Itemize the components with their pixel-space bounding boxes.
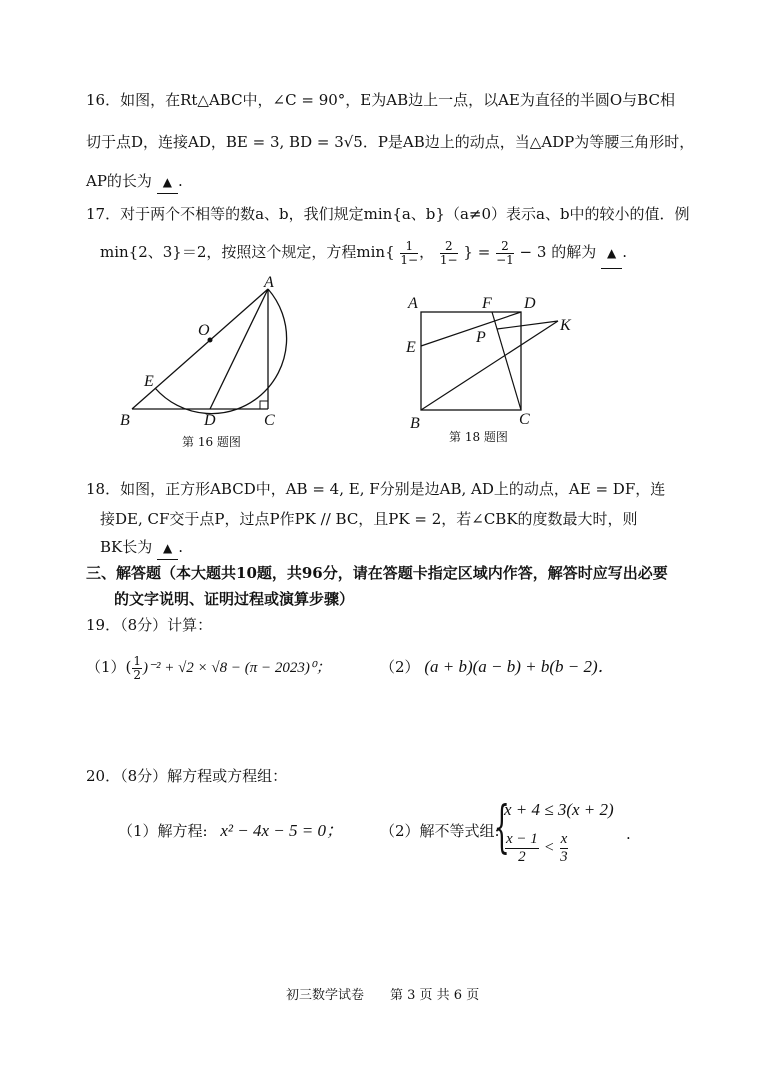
q19-part2-label: （2）: [380, 658, 420, 676]
fig16-label-b: B: [120, 412, 130, 429]
q16-answer-blank: ▲: [157, 171, 178, 194]
fig18-caption: 第 18 题图: [449, 430, 508, 444]
fig18-label-e: E: [406, 339, 416, 356]
q16-line2: 切于点D，连接AD，BE = 3, BD = 3√5．P是AB边上的动点，当△ADP为等腰三角形时，: [86, 133, 695, 151]
q16-line3: AP的长为 ▲ .: [86, 170, 183, 194]
fig16-label-o: O: [198, 322, 210, 339]
fig16-right-angle: [260, 401, 268, 409]
q20-part1: [118, 820, 343, 842]
fig16-label-a: A: [264, 275, 274, 291]
fig16-segment-ad: [210, 289, 268, 409]
q20-part1-label: （1）解方程:: [118, 822, 208, 840]
q17-text-a: min{2、3}＝2，按照这个规定，方程min{: [100, 243, 395, 261]
fig18-label-k: K: [560, 317, 571, 334]
q20-system-brace: {: [493, 795, 510, 860]
q19-part1-frac: $\frac{1}{2}$: [133, 653, 142, 682]
q19-part1: （1）( $\frac{1}{2}$ )⁻² + √2 × √8 − (π − 2023)⁰；: [86, 653, 331, 682]
figure-16: [110, 275, 310, 435]
q17-answer-blank: ▲: [601, 238, 622, 269]
q19-title: 19．（8分）计算：: [86, 616, 213, 634]
fig16-label-d: D: [204, 412, 216, 429]
q19-part2-expr: (a + b)(a − b) + b(b − 2)．: [424, 657, 615, 676]
fig18-segment-pk: [497, 321, 558, 329]
fig18-label-c: C: [519, 411, 530, 428]
q20-title: 20．（8分）解方程或方程组：: [86, 767, 288, 785]
section3-heading-line1: 三、解答题（本大题共10题，共96分，请在答题卡指定区域内作答，解答时应写出必要: [86, 564, 668, 582]
q20-ineq2-op: <: [543, 839, 555, 856]
fig16-side-ab: [132, 289, 268, 409]
figure-18: [400, 288, 580, 433]
section3-heading-line2: 的文字说明、证明过程或演算步骤）: [114, 590, 355, 608]
fig16-semicircle: [155, 289, 287, 414]
q18-answer-blank: ▲: [157, 537, 178, 560]
q17-text-c: − 3 的解为: [519, 243, 597, 261]
q16-line1: 16．如图，在Rt△ABC中，∠C = 90°，E为AB边上一点，以AE为直径的半圆O与BC相: [86, 91, 675, 109]
q20-ineq2-rhs: $\frac{x}{3}$: [560, 830, 568, 865]
fig18-label-p: P: [476, 329, 486, 346]
q18-line3: BK长为 ▲ .: [100, 536, 183, 560]
page-footer: 初三数学试卷 第 3 页 共 6 页: [286, 988, 480, 1003]
q20-part2-label: （2）解不等式组:: [380, 822, 500, 840]
q19-part1-expr: )⁻² + √2 × √8 − (π − 2023)⁰；: [143, 660, 331, 676]
fig18-segment-bk: [421, 321, 558, 410]
q16-answer-prefix: AP的长为: [86, 172, 152, 190]
fig18-label-f: F: [482, 295, 492, 312]
q17-frac-1: $\frac{1}{1-}$: [400, 238, 419, 267]
q17-text-b: } =: [463, 243, 491, 261]
fig18-segment-de: [421, 312, 521, 346]
q17-frac-3: $\frac{2}{-1}$: [496, 238, 514, 267]
fig18-label-d: D: [524, 295, 536, 312]
q20-part1-expr: x² − 4x − 5 = 0；: [220, 821, 343, 840]
fig16-label-c: C: [264, 412, 275, 429]
fig16-label-e: E: [144, 373, 154, 390]
q20-inequality-2: [504, 830, 569, 866]
q17-line1: 17．对于两个不相等的数a、b，我们规定min{a、b}（a≠0）表示a、b中的较小的值．例: [86, 205, 690, 223]
fig16-caption: 第 16 题图: [182, 435, 241, 449]
q18-line2: 接DE, CF交于点P，过点P作PK // BC，且PK = 2，若∠CBK的度数最大时，则: [100, 510, 638, 528]
q19-part1-label: （1）: [86, 658, 126, 676]
fig18-label-a: A: [408, 295, 418, 312]
q18-answer-prefix: BK长为: [100, 538, 153, 556]
q18-line1: 18．如图，正方形ABCD中，AB = 4, E, F分别是边AB, AD上的动点，AE = DF，连: [86, 480, 666, 498]
q20-inequality-1: x + 4 ≤ 3(x + 2): [504, 800, 614, 819]
q20-ineq2-lhs: $\frac{x - 1}{2}$: [506, 830, 538, 865]
q17-line2: min{2、3}＝2，按照这个规定，方程min{ $\frac{1}{1-}$ ， $\frac{2}{1-}$ } = $\frac{2}{-1}$ − 3 的解为 ▲ .: [100, 237, 627, 269]
q20-end-period: .: [626, 825, 631, 843]
fig18-label-b: B: [410, 415, 420, 432]
q17-frac-2: $\frac{2}{1-}$: [439, 238, 458, 267]
q19-part2: [380, 656, 615, 678]
